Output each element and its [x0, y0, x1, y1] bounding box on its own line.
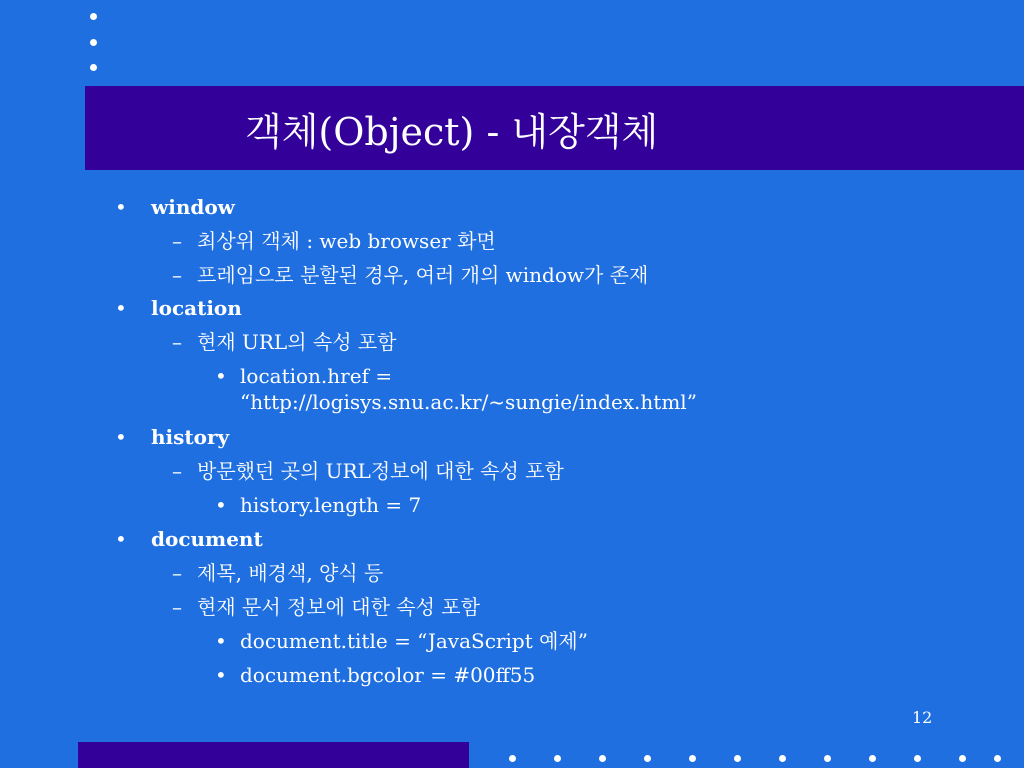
bullet-marker: • [215, 629, 227, 653]
decorative-dot [644, 755, 651, 762]
bullet-text-level-2: 최상위 객체 : web browser 화면 [197, 229, 496, 253]
decorative-dot [90, 39, 97, 46]
decorative-dot [869, 755, 876, 762]
bullet-marker: – [172, 229, 182, 253]
bullet-marker: • [115, 195, 127, 219]
page-number: 12 [912, 708, 933, 727]
decorative-dot [554, 755, 561, 762]
bullet-text-level-2: 제목, 배경색, 양식 등 [197, 561, 384, 585]
bullet-marker: • [215, 493, 227, 517]
bullet-marker: • [115, 296, 127, 320]
bullet-text-level-2: 현재 URL의 속성 포함 [197, 330, 397, 354]
decorative-dot [90, 13, 97, 20]
decorative-dot [779, 755, 786, 762]
bullet-marker: • [215, 364, 227, 388]
decorative-dot [90, 64, 97, 71]
decorative-dot [509, 755, 516, 762]
bullet-text-level-2: 방문했던 곳의 URL정보에 대한 속성 포함 [197, 459, 564, 483]
bullet-marker: • [215, 663, 227, 687]
bullet-marker: • [115, 425, 127, 449]
decorative-dot [994, 755, 1001, 762]
decorative-dot [914, 755, 921, 762]
bullet-text-level-3: history.length = 7 [240, 493, 422, 517]
bullet-marker: – [172, 595, 182, 619]
decorative-dot [734, 755, 741, 762]
bullet-text-level-3: “http://logisys.snu.ac.kr/~sungie/index.html” [240, 390, 697, 414]
bullet-text-level-2: 프레임으로 분할된 경우, 여러 개의 window가 존재 [197, 263, 649, 287]
bullet-text-level-3: document.title = “JavaScript 예제” [240, 629, 588, 653]
decorative-dot [824, 755, 831, 762]
bullet-text-level-1: history [151, 425, 230, 449]
bullet-text-level-1: location [151, 296, 242, 320]
bullet-text-level-2: 현재 문서 정보에 대한 속성 포함 [197, 595, 480, 619]
bullet-marker: – [172, 561, 182, 585]
bullet-text-level-3: location.href = [240, 364, 393, 388]
slide-title: 객체(Object) - 내장객체 [245, 110, 659, 154]
bullet-marker: – [172, 263, 182, 287]
bullet-text-level-1: document [151, 527, 263, 551]
bullet-text-level-1: window [151, 195, 235, 219]
bullet-marker: – [172, 459, 182, 483]
decorative-dot [959, 755, 966, 762]
bullet-marker: – [172, 330, 182, 354]
decorative-dot [599, 755, 606, 762]
bullet-marker: • [115, 527, 127, 551]
bottom-band [78, 742, 469, 768]
decorative-dot [689, 755, 696, 762]
bullet-text-level-3: document.bgcolor = #00ff55 [240, 663, 536, 687]
